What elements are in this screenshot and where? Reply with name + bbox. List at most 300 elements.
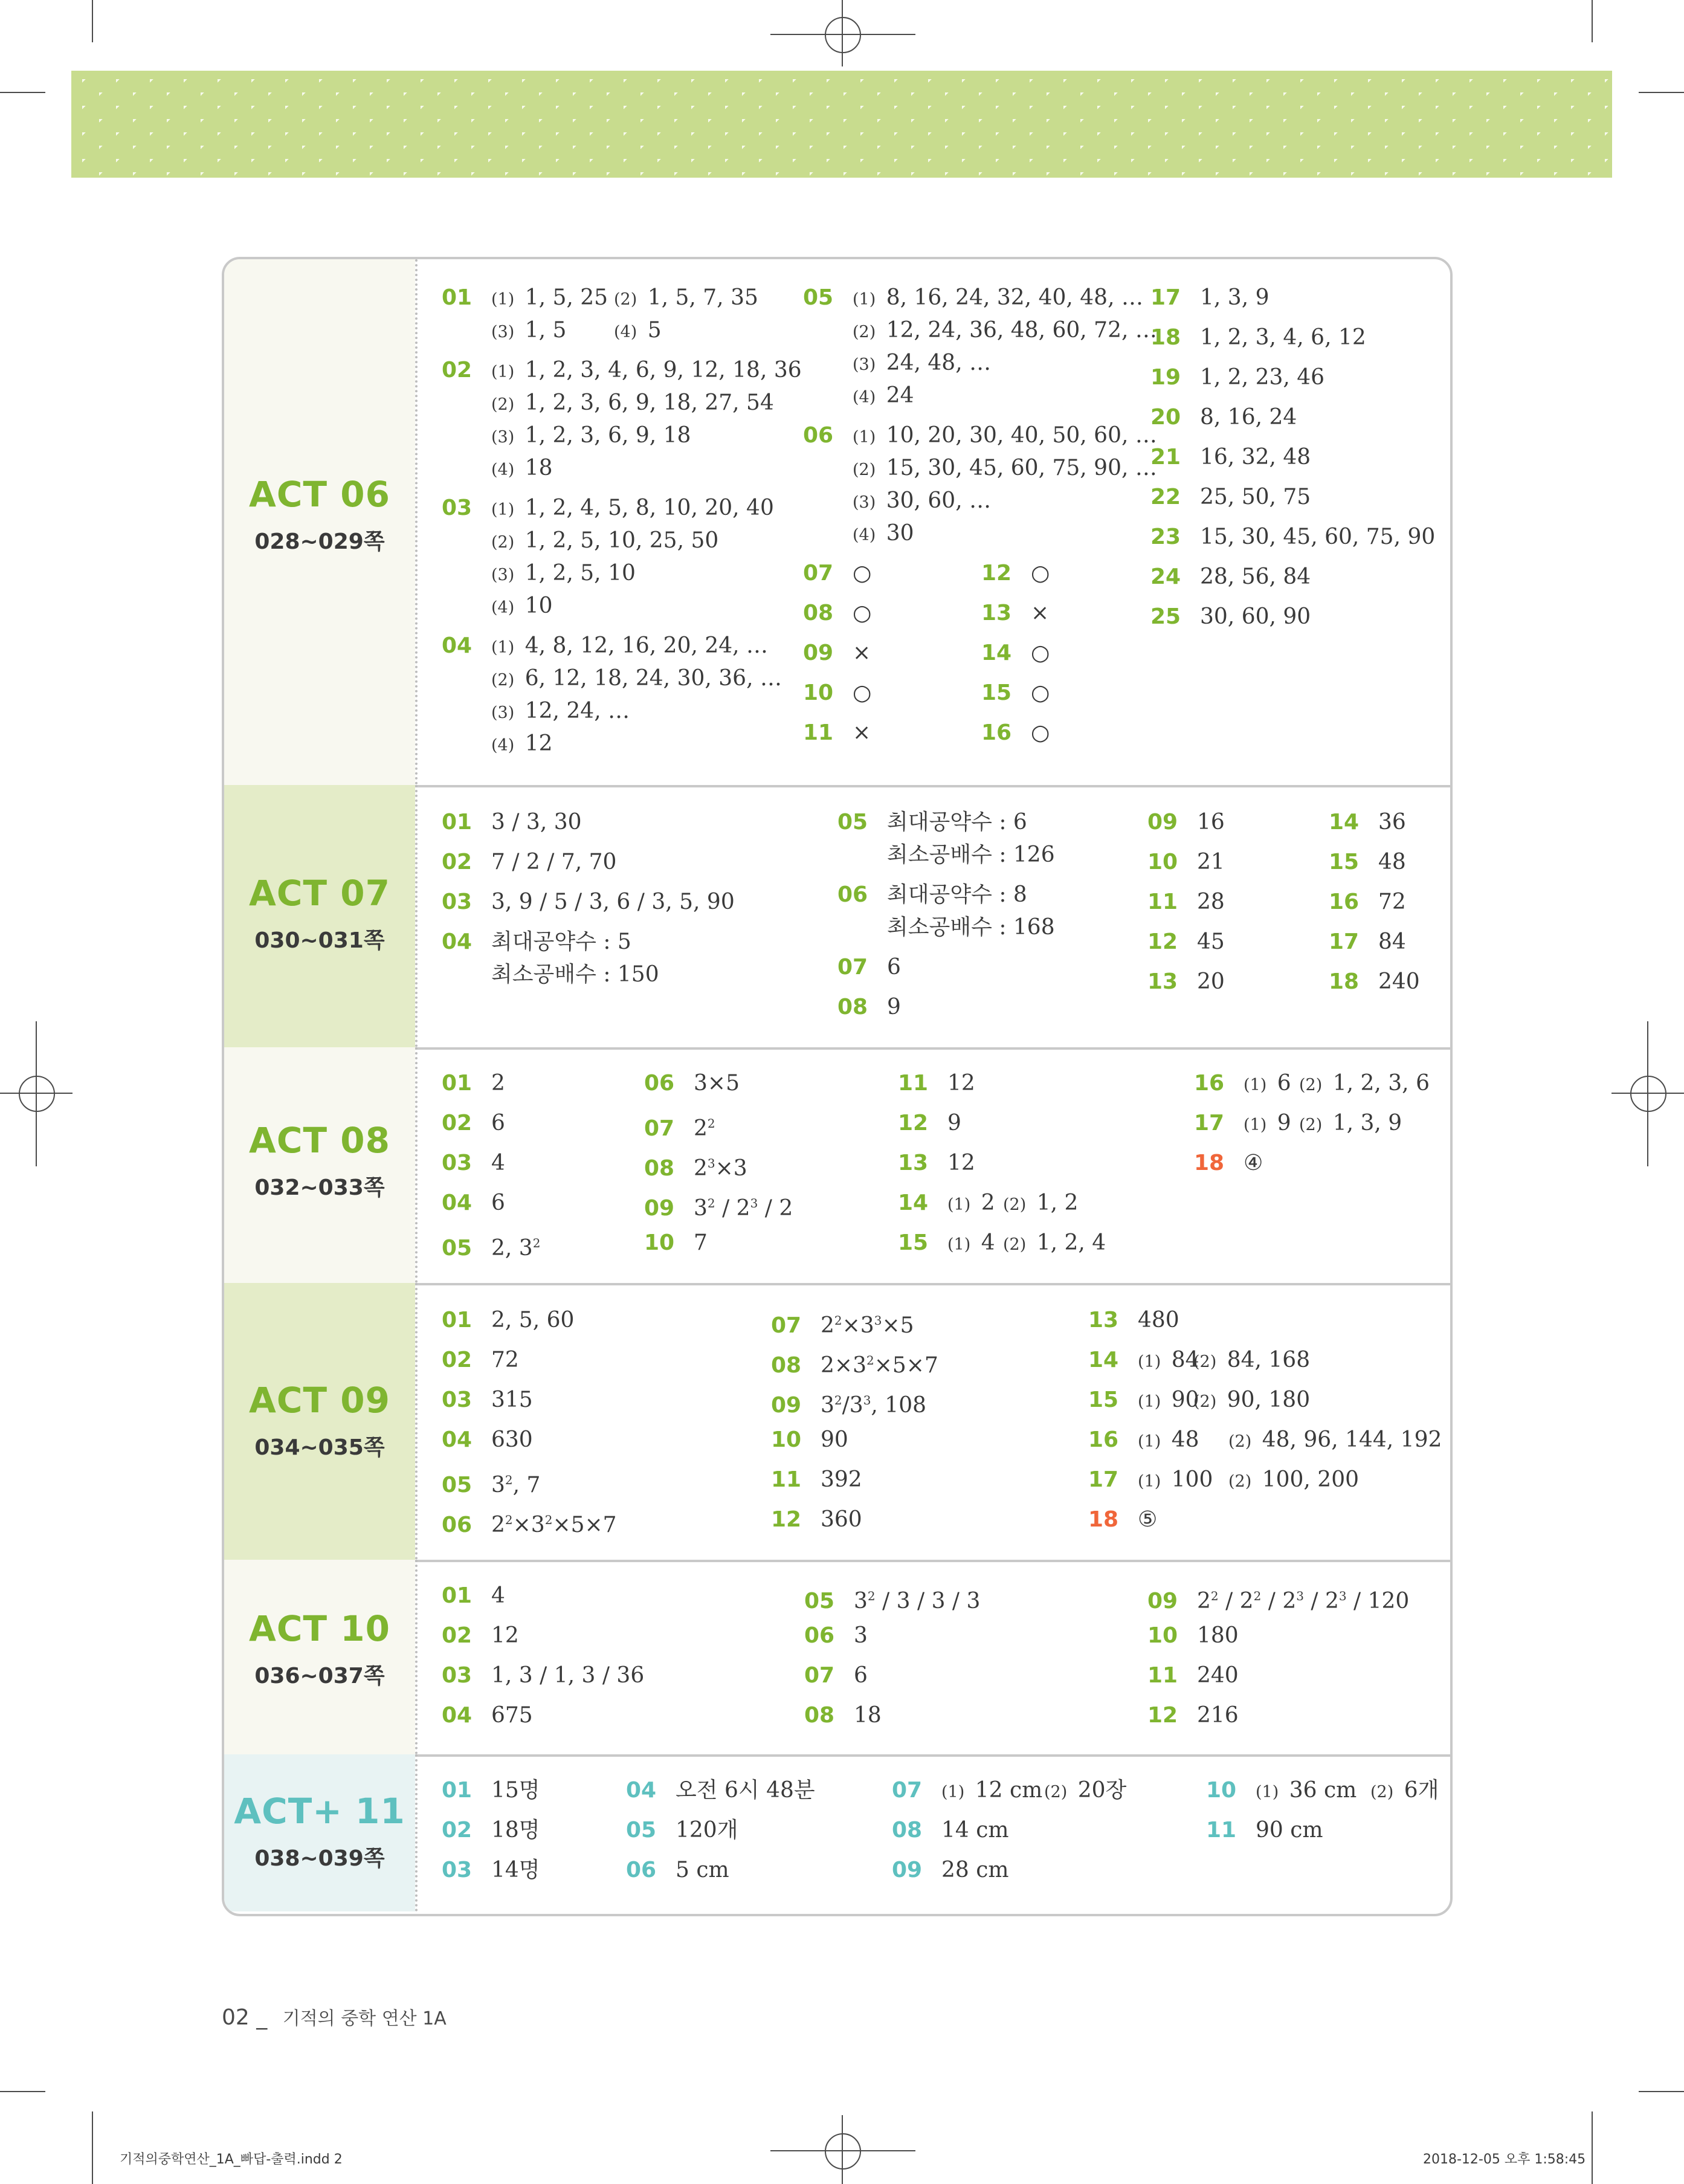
answer-part: (4) 10 (491, 593, 553, 618)
answer-part: (2) 1, 2, 5, 10, 25, 50 (491, 528, 719, 553)
question-number: 03 (442, 1858, 473, 1882)
answer-line (442, 1664, 644, 1688)
question-number: 06 (837, 882, 868, 907)
answer-line (892, 1818, 1009, 1843)
act-label-panel (224, 785, 415, 1047)
question-number: 18 (1194, 1151, 1225, 1175)
act-pages: 038~039쪽 (254, 1846, 385, 1871)
answer-value: 630 (491, 1427, 533, 1452)
answer-line (804, 1704, 882, 1728)
answer-value: 2 (491, 1071, 505, 1096)
answer-value: 15, 30, 45, 60, 75, 90 (1200, 525, 1436, 549)
act-section (224, 259, 1450, 787)
answer-part: (2) 1, 2, 3, 6 (1299, 1071, 1430, 1096)
answer-line (442, 930, 631, 954)
registration-circle-icon (1630, 1076, 1666, 1112)
question-number: 17 (1194, 1111, 1225, 1136)
answer-line (1088, 1348, 1199, 1374)
question-number: 04 (626, 1778, 657, 1803)
question-number: 06 (442, 1513, 473, 1537)
question-number: 25 (1150, 604, 1181, 629)
answer-line (442, 634, 768, 660)
question-number: 13 (1088, 1308, 1119, 1333)
question-number: 05 (837, 810, 868, 835)
question-number: 08 (837, 995, 868, 1019)
answer-line (771, 1388, 926, 1418)
act-section (224, 1754, 1450, 1911)
act-label-panel (224, 259, 415, 785)
question-number: 04 (442, 1191, 473, 1215)
crop-mark (1639, 2091, 1684, 2092)
question-number: 15 (981, 680, 1012, 705)
footer-separator: _ (256, 2005, 268, 2030)
answer-value: (1) 8, 16, 24, 32, 40, 48, … (853, 285, 1143, 310)
question-number: 02 (442, 1348, 473, 1372)
answer-line (442, 1508, 617, 1537)
answer-line (442, 1704, 533, 1728)
answer-value: $3^2 / 3 / 3 / 3$ (854, 1589, 981, 1614)
answer-value: $2^2\times 3^2\times 5\times 7$ (491, 1513, 617, 1537)
answer-value: × (1031, 601, 1050, 625)
dotted-divider (415, 785, 418, 1047)
answer-line (442, 1308, 574, 1333)
answer-value: (1) 4 (947, 1230, 995, 1255)
question-number: 12 (1147, 1703, 1178, 1728)
question-number: 01 (442, 1308, 473, 1333)
question-number: 15 (1088, 1388, 1119, 1412)
answer-part: (4) 5 (614, 318, 662, 343)
answer-value: 4 (491, 1151, 505, 1175)
answer-value: $2^2 / 2^2 / 2^3 / 2^3 / 120$ (1197, 1589, 1410, 1614)
answer-line (1150, 485, 1311, 509)
answer-value: (1) 4, 8, 12, 16, 20, 24, … (491, 633, 769, 658)
act-title: ACT+ 11 (234, 1791, 405, 1832)
answer-line (892, 1858, 1009, 1882)
answer-value: 4 (491, 1583, 505, 1608)
answer-part: (3) 24, 48, … (853, 351, 992, 375)
question-number: 05 (442, 1473, 473, 1497)
answer-line (1088, 1308, 1179, 1333)
answer-line (442, 1584, 505, 1608)
answer-line (803, 424, 1157, 450)
crop-mark (1592, 2111, 1593, 2184)
answer-part: (4) 30 (853, 521, 914, 546)
question-number: 08 (803, 601, 834, 625)
answer-part: (2) 1, 2, 3, 6, 9, 18, 27, 54 (491, 390, 774, 415)
answer-value: 1, 2, 3, 4, 6, 12 (1200, 325, 1366, 350)
answer-value: 72 (1378, 890, 1406, 914)
answer-value: 675 (491, 1703, 533, 1728)
answer-value: 48 (1378, 850, 1406, 874)
answer-part: (2) 1, 5, 7, 35 (614, 285, 758, 310)
answer-line (898, 1111, 961, 1136)
answer-line (771, 1308, 914, 1338)
answer-part: (2) 6, 12, 18, 24, 30, 36, … (491, 666, 782, 691)
answer-line (1088, 1388, 1199, 1414)
answer-value: ○ (853, 601, 872, 625)
answer-line (1206, 1779, 1357, 1804)
answer-value: 360 (821, 1507, 862, 1532)
answer-line (1147, 810, 1225, 835)
question-number: 16 (1088, 1427, 1119, 1452)
answer-value: ○ (1031, 561, 1050, 586)
question-number: 10 (644, 1230, 675, 1255)
question-number: 13 (898, 1151, 929, 1175)
answer-line (1088, 1468, 1213, 1494)
question-number: 19 (1150, 365, 1181, 390)
answer-part: (2) 6개 (1370, 1778, 1439, 1803)
answer-line (1150, 286, 1269, 310)
answer-line (1150, 605, 1311, 629)
question-number: 05 (804, 1589, 835, 1614)
answer-value: 15명 (491, 1778, 540, 1803)
answer-value: 392 (821, 1467, 862, 1492)
question-number: 03 (442, 1151, 473, 1175)
question-number: 08 (771, 1353, 802, 1378)
answer-value: (1) 6 (1244, 1071, 1291, 1096)
answer-part: (2) 12, 24, 36, 48, 60, 72, … (853, 318, 1157, 343)
question-number: 16 (1329, 890, 1360, 914)
answer-value: 3 / 3, 30 (491, 810, 582, 835)
question-number: 08 (644, 1156, 675, 1181)
answer-value: × (853, 641, 871, 665)
question-number: 11 (898, 1071, 929, 1096)
question-number: 15 (1329, 850, 1360, 874)
question-number: 05 (626, 1818, 657, 1843)
answer-value: 최대공약수 : 5 (491, 929, 631, 954)
answer-value: (1) 2 (947, 1191, 995, 1215)
act-pages: 028~029쪽 (254, 529, 385, 554)
question-number: 11 (1147, 890, 1178, 914)
answer-value: 7 (694, 1230, 708, 1255)
dotted-divider (415, 1047, 418, 1283)
answer-value: 16, 32, 48 (1200, 445, 1311, 470)
question-number: 12 (981, 561, 1012, 586)
registration-circle-icon (825, 17, 861, 53)
question-number: 18 (1088, 1507, 1119, 1532)
question-number: 23 (1150, 525, 1181, 549)
answer-part: (3) 1, 2, 5, 10 (491, 561, 636, 586)
answer-line (442, 1388, 533, 1412)
answer-value: ○ (1031, 680, 1050, 705)
question-number: 03 (442, 1663, 473, 1688)
answer-value: $2^2\times 3^3\times 5$ (821, 1313, 914, 1338)
answer-line (1147, 1664, 1239, 1688)
answer-line (442, 496, 774, 522)
answer-line (1147, 1704, 1239, 1728)
answer-line (803, 681, 871, 705)
question-number: 04 (442, 633, 473, 658)
question-number: 01 (442, 1583, 473, 1608)
act-title: ACT 09 (249, 1380, 390, 1421)
answer-part: (2) 1, 2, 4 (1003, 1230, 1106, 1255)
answer-line (626, 1818, 738, 1843)
act-title: ACT 06 (249, 474, 390, 515)
answer-line (626, 1779, 815, 1803)
answer-line (1194, 1071, 1291, 1097)
page-number: 02 (222, 2005, 250, 2030)
answer-line (442, 1428, 533, 1452)
answer-line (981, 601, 1049, 625)
act-section (224, 1047, 1450, 1285)
answer-line (1150, 445, 1311, 470)
answer-value: ○ (1031, 641, 1050, 665)
act-pages: 030~031쪽 (254, 928, 385, 953)
answer-line (442, 1111, 505, 1136)
answer-value: (1) 84 (1138, 1348, 1199, 1372)
answer-part: 최소공배수 : 150 (491, 962, 659, 987)
answer-line (892, 1779, 1042, 1804)
answer-part: 최소공배수 : 126 (887, 842, 1055, 867)
crop-mark (1639, 92, 1684, 93)
answer-line (981, 641, 1050, 665)
print-datetime: 2018-12-05 오후 1:58:45 (1423, 2152, 1586, 2167)
answer-line (1329, 890, 1406, 914)
answer-value: 14 cm (941, 1818, 1009, 1843)
answer-line (442, 1779, 540, 1803)
question-number: 09 (644, 1196, 675, 1221)
answer-line (442, 1818, 540, 1843)
dotted-divider (415, 1754, 418, 1911)
answer-part: (2) 20장 (1044, 1778, 1127, 1803)
question-number: 13 (981, 601, 1012, 625)
question-number: 08 (804, 1703, 835, 1728)
question-number: 09 (803, 641, 834, 665)
answer-value: 30, 60, 90 (1200, 604, 1311, 629)
answer-part: (2) 15, 30, 45, 60, 75, 90, … (853, 456, 1157, 480)
question-number: 10 (1147, 850, 1178, 874)
answer-value: (1) 90 (1138, 1388, 1199, 1412)
answer-part: (2) 1, 2 (1003, 1191, 1079, 1215)
question-number: 07 (771, 1313, 802, 1338)
answer-value: 21 (1197, 850, 1225, 874)
answer-value: 120개 (676, 1818, 738, 1843)
question-number: 08 (892, 1818, 923, 1843)
question-number: 04 (442, 1427, 473, 1452)
question-number: 03 (442, 496, 473, 520)
answer-value: 216 (1197, 1703, 1239, 1728)
dotted-divider (415, 259, 418, 785)
answer-value: 240 (1378, 969, 1420, 994)
answer-value: 1, 3, 9 (1200, 285, 1269, 310)
answer-line (1088, 1508, 1157, 1532)
answer-part: (2) 1, 3, 9 (1299, 1111, 1402, 1136)
answer-value: 12 (491, 1623, 519, 1648)
question-number: 14 (1088, 1348, 1119, 1372)
act-title: ACT 08 (249, 1120, 390, 1161)
answer-value: 28, 56, 84 (1200, 564, 1311, 589)
answer-part: (2) 84, 168 (1193, 1348, 1311, 1372)
question-number: 01 (442, 1071, 473, 1096)
question-number: 10 (1147, 1623, 1178, 1648)
answer-value: $3^2 / 2^3 / 2$ (694, 1196, 793, 1221)
answer-value: 6 (491, 1191, 505, 1215)
act-label-panel (224, 1047, 415, 1283)
answer-part: (3) 1, 5 (491, 318, 567, 343)
answer-value: (1) 9 (1244, 1111, 1291, 1136)
answer-line (442, 1468, 540, 1497)
answer-value: (1) 10, 20, 30, 40, 50, 60, … (853, 423, 1157, 448)
question-number: 04 (442, 929, 473, 954)
crop-mark (0, 2091, 45, 2092)
answer-line (644, 1111, 715, 1141)
answer-value: 90 (821, 1427, 848, 1452)
act-pages: 032~033쪽 (254, 1175, 385, 1200)
answer-value: $2^3\times 3$ (694, 1156, 747, 1181)
act-section (224, 785, 1450, 1050)
answer-value: 최대공약수 : 8 (887, 882, 1027, 907)
answer-value: 오전 6시 48분 (676, 1778, 815, 1803)
answer-01-line (442, 286, 608, 312)
question-number: 09 (1147, 810, 1178, 835)
answer-value: ○ (1031, 720, 1050, 745)
crop-mark (0, 92, 45, 93)
answer-line (644, 1191, 793, 1221)
answer-table (222, 257, 1453, 1916)
answer-line (644, 1071, 740, 1096)
crop-mark (92, 0, 93, 42)
question-number: 03 (442, 890, 473, 914)
question-number: 18 (1329, 969, 1360, 994)
answer-part: (3) 12, 24, … (491, 699, 630, 723)
answer-value: $3^2/3^3$, 108 (821, 1393, 927, 1418)
question-number: 10 (1206, 1778, 1237, 1803)
answer-value: (1) 36 cm (1256, 1778, 1357, 1803)
question-number: 11 (771, 1467, 802, 1492)
answer-line (442, 850, 616, 874)
dotted-divider (415, 1560, 418, 1754)
answer-line (771, 1508, 862, 1532)
answer-line (1329, 850, 1406, 874)
act-title: ACT 10 (249, 1608, 390, 1649)
answer-value: 6 (887, 955, 901, 980)
question-number: 09 (892, 1858, 923, 1882)
answer-line (442, 1151, 505, 1175)
answer-value: 6 (854, 1663, 868, 1688)
answer-line (837, 995, 901, 1019)
question-number: 02 (442, 1623, 473, 1648)
answer-value: 28 (1197, 890, 1225, 914)
question-number: 07 (892, 1778, 923, 1803)
answer-value: × (853, 720, 871, 745)
question-number: 06 (804, 1623, 835, 1648)
answer-value: 1, 3 / 1, 3 / 36 (491, 1663, 645, 1688)
answer-line (1329, 810, 1406, 835)
answer-value: 25, 50, 75 (1200, 485, 1311, 509)
question-number: 14 (981, 641, 1012, 665)
answer-value: 16 (1197, 810, 1225, 835)
act-pages: 036~037쪽 (254, 1664, 385, 1688)
question-number: 02 (442, 1818, 473, 1843)
answer-value: $2\times 3^2\times 5\times 7$ (821, 1353, 938, 1378)
question-number: 14 (898, 1191, 929, 1215)
answer-line (898, 1191, 995, 1217)
answer-line (442, 1624, 519, 1648)
answer-line (1147, 890, 1225, 914)
answer-line (626, 1858, 729, 1882)
act-pages: 034~035쪽 (254, 1435, 385, 1460)
question-number: 09 (771, 1393, 802, 1418)
print-file-name: 기적의중학연산_1A_빠답-출력.indd 2 (120, 2152, 343, 2167)
answer-line (1147, 930, 1225, 954)
answer-line (1329, 970, 1420, 994)
answer-value: 2, $3^2$ (491, 1236, 541, 1261)
header-banner (71, 71, 1612, 178)
answer-value: (1) 12 cm (941, 1778, 1043, 1803)
question-number: 16 (1194, 1071, 1225, 1096)
answer-line (803, 641, 871, 665)
answer-line (1147, 1584, 1409, 1614)
answer-line (442, 1858, 540, 1882)
question-number: 10 (771, 1427, 802, 1452)
answer-value: $3^2$, 7 (491, 1473, 541, 1497)
answer-value: 5 cm (676, 1858, 729, 1882)
answer-value: ④ (1244, 1151, 1263, 1175)
answer-line (1147, 850, 1225, 874)
question-number: 21 (1150, 445, 1181, 470)
registration-circle-icon (825, 2133, 861, 2169)
answer-line (837, 883, 1027, 907)
question-number: 02 (442, 850, 473, 874)
answer-value: (1) 100 (1138, 1467, 1213, 1492)
answer-line (1147, 970, 1225, 994)
answer-line (1150, 525, 1435, 549)
answer-value: 18명 (491, 1818, 540, 1843)
answer-part: (2) 100, 200 (1228, 1467, 1360, 1492)
answer-value: ⑤ (1138, 1507, 1158, 1532)
answer-part: (2) 90, 180 (1193, 1388, 1311, 1412)
question-number: 20 (1150, 405, 1181, 430)
question-number: 22 (1150, 485, 1181, 509)
question-number: 16 (981, 720, 1012, 745)
answer-part: (2) 48, 96, 144, 192 (1228, 1427, 1442, 1452)
answer-value: (1) 1, 5, 25 (491, 285, 608, 310)
question-number: 11 (1147, 1663, 1178, 1688)
question-number: 13 (1147, 969, 1178, 994)
answer-value: 8, 16, 24 (1200, 405, 1297, 430)
question-number: 02 (442, 1111, 473, 1136)
answer-line (644, 1231, 708, 1255)
answer-line (837, 810, 1027, 835)
question-number: 12 (898, 1111, 929, 1136)
answer-line (644, 1151, 747, 1181)
question-number: 15 (898, 1230, 929, 1255)
answer-line (1329, 930, 1406, 954)
question-number: 03 (442, 1388, 473, 1412)
answer-line (442, 358, 802, 384)
question-number: 05 (803, 285, 834, 310)
answer-value: 240 (1197, 1663, 1239, 1688)
act-label-panel (224, 1754, 415, 1911)
answer-part: (4) 24 (853, 383, 914, 408)
answer-line (803, 561, 871, 586)
answer-line (1150, 565, 1311, 589)
question-number: 02 (442, 358, 473, 383)
answer-value: 3, 9 / 5 / 3, 6 / 3, 5, 90 (491, 890, 735, 914)
question-number: 17 (1329, 929, 1360, 954)
answer-line (771, 1428, 848, 1452)
question-number: 11 (803, 720, 834, 745)
question-number: 17 (1088, 1467, 1119, 1492)
question-number: 12 (1147, 929, 1178, 954)
dotted-divider (415, 1283, 418, 1560)
answer-part: (3) 1, 2, 3, 6, 9, 18 (491, 423, 691, 448)
act-section (224, 1283, 1450, 1562)
answer-value: 180 (1197, 1623, 1239, 1648)
answer-value: 45 (1197, 929, 1225, 954)
answer-value: 최대공약수 : 6 (887, 810, 1027, 835)
answer-part: (4) 12 (491, 731, 553, 756)
